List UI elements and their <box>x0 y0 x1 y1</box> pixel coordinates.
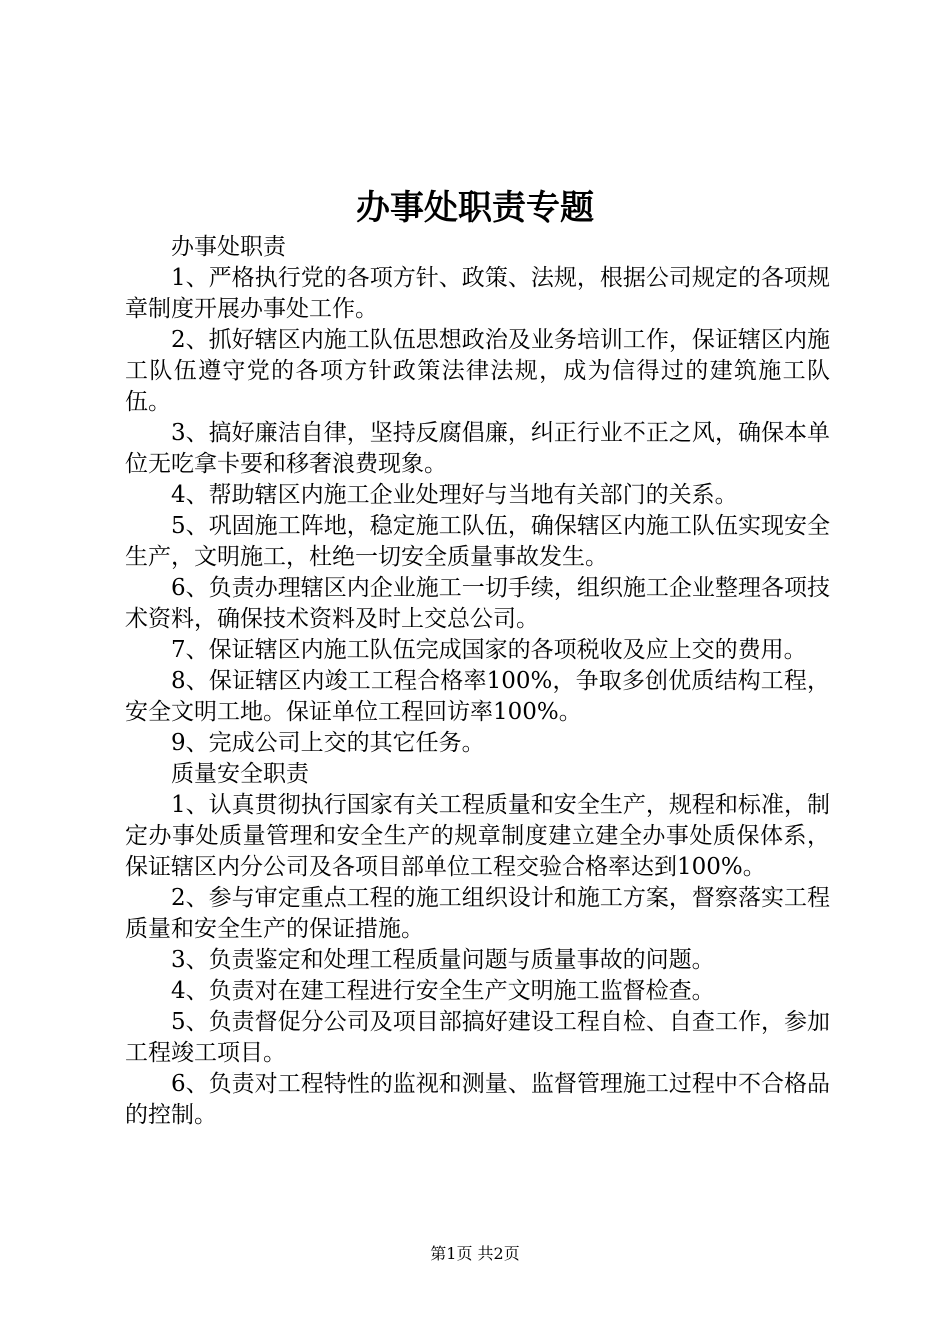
paragraph: 4、负责对在建工程进行安全生产文明施工监督检查。 <box>171 978 715 1004</box>
paragraph: 6、负责对工程特性的监视和测量、监督管理施工过程中不合格品的控制。 <box>125 1071 830 1128</box>
paragraph: 5、负责督促分公司及项目部搞好建设工程自检、自查工作，参加工程竣工项目。 <box>125 1009 830 1066</box>
paragraph: 3、搞好廉洁自律，坚持反腐倡廉，纠正行业不正之风，确保本单位无吃拿卡要和移奢浪费现象。 <box>125 420 830 477</box>
page-footer: 第1页 共2页 <box>430 1244 520 1263</box>
paragraph: 5、巩固施工阵地，稳定施工队伍，确保辖区内施工队伍实现安全生产，文明施工，杜绝一切安全质量事故发生。 <box>125 513 830 570</box>
section-heading-office-duties: 办事处职责 <box>171 234 286 260</box>
paragraph: 4、帮助辖区内施工企业处理好与当地有关部门的关系。 <box>171 482 738 508</box>
document-body <box>125 232 830 1131</box>
document-title: 办事处职责专题 <box>356 188 594 228</box>
paragraph: 2、抓好辖区内施工队伍思想政治及业务培训工作，保证辖区内施工队伍遵守党的各项方针政策法律法规，成为信得过的建筑施工队伍。 <box>125 327 830 415</box>
paragraph: 1、认真贯彻执行国家有关工程质量和安全生产，规程和标准，制定办事处质量管理和安全生产的规章制度建立建全办事处质保体系，保证辖区内分公司及各项目部单位工程交验合格率达到100%。 <box>125 792 830 880</box>
paragraph: 3、负责鉴定和处理工程质量问题与质量事故的问题。 <box>171 947 715 973</box>
paragraph: 8、保证辖区内竣工工程合格率100%，争取多创优质结构工程，安全文明工地。保证单位工程回访率100%。 <box>125 668 830 725</box>
paragraph: 9、完成公司上交的其它任务。 <box>171 730 485 756</box>
paragraph: 1、严格执行党的各项方针、政策、法规，根据公司规定的各项规章制度开展办事处工作。 <box>125 265 830 322</box>
paragraph: 6、负责办理辖区内企业施工一切手续，组织施工企业整理各项技术资料，确保技术资料及时上交总公司。 <box>125 575 830 632</box>
section-heading-quality-safety: 质量安全职责 <box>171 761 309 787</box>
paragraph: 7、保证辖区内施工队伍完成国家的各项税收及应上交的费用。 <box>171 637 807 663</box>
paragraph: 2、参与审定重点工程的施工组织设计和施工方案，督察落实工程质量和安全生产的保证措施。 <box>125 885 830 942</box>
